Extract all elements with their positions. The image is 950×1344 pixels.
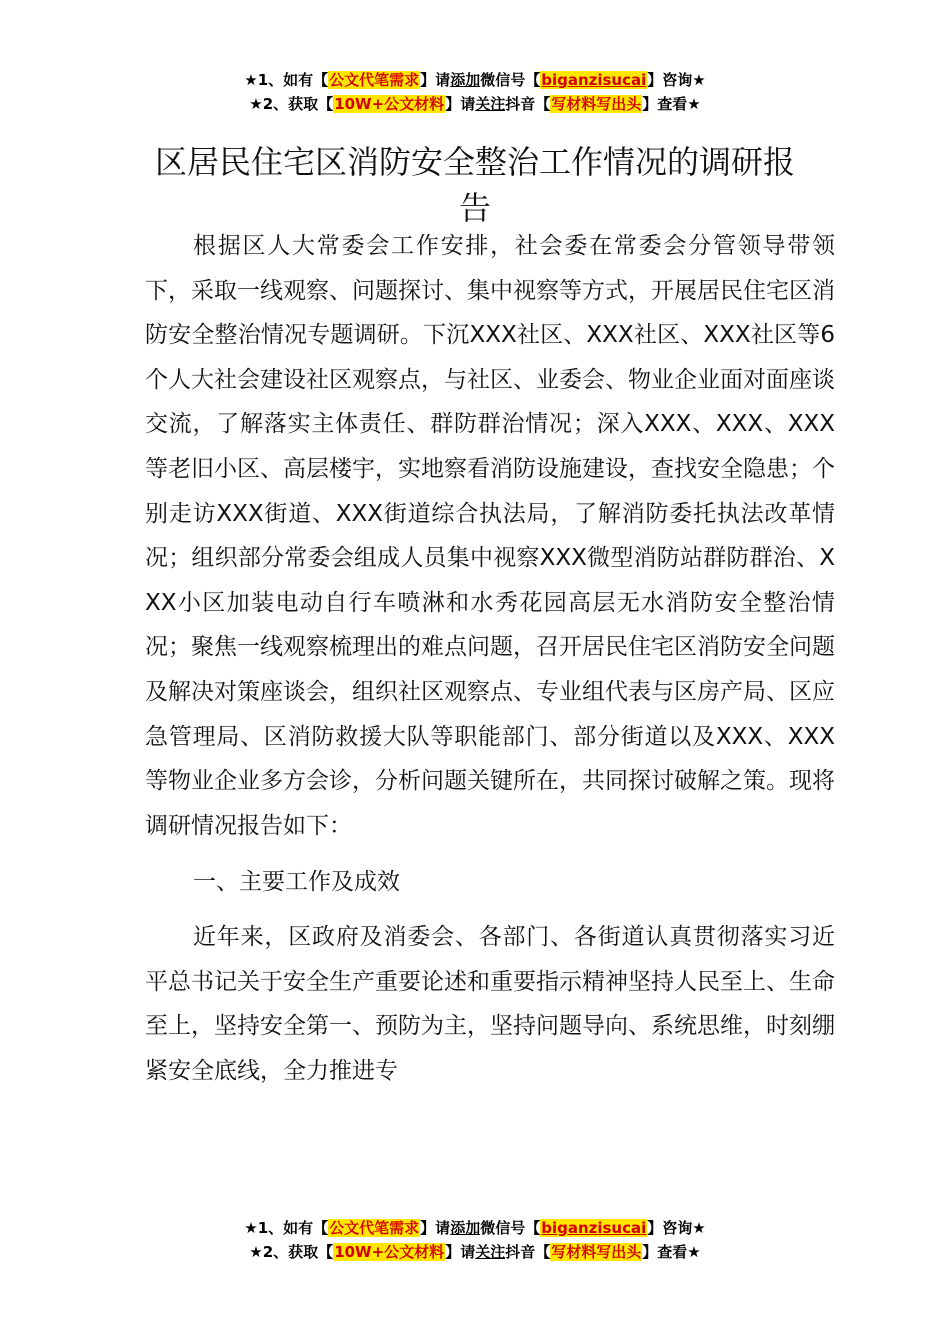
- promo-text: ★1、如有【: [244, 1219, 329, 1237]
- intro-paragraph: 根据区人大常委会工作安排，社会委在常委会分管领导带领下，采取一线观察、问题探讨、集中视察等方式，开展居民住宅区消防安全整治情况专题调研。下沉XXX社区、XXX社区、XXX社区等6个人大社会建设社区观察点，与社区、业委会、物业企业面对面座谈交流，了解落实主体责任、群防群治情况；深入XXX、XXX、XXX等老旧小区、高层楼宇，实地察看消防设施建设，查找安全隐患；个别走访XXX街道、XXX街道综合执法局，了解消防委托执法改革情况；组织部分常委会组成人员集中视察XXX微型消防站群防群治、XXX小区加装电动自行车喷淋和水秀花园高层无水消防安全整治情况；聚焦一线观察梳理出的难点问题，召开居民住宅区消防安全问题及解决对策座谈会，组织社区观察点、专业组代表与区房产局、区应急管理局、区消防救援大队等职能部门、部分街道以及XXX、XXX等物业企业多方会诊，分析问题关键所在，共同探讨破解之策。现将调研情况报告如下：: [145, 233, 835, 839]
- promo-text: 】请: [420, 71, 451, 89]
- promo-text: 抖音【: [505, 1243, 551, 1261]
- promo-line-2: [0, 92, 950, 116]
- douyin-account-highlight: 写材料写出头: [551, 1243, 642, 1261]
- wechat-id-highlight[interactable]: biganzisucai: [541, 1219, 647, 1237]
- promo-emphasis: 关注: [475, 95, 506, 113]
- promo-highlight: 公文代笔需求: [329, 1219, 420, 1237]
- promo-text: 】请: [420, 1219, 451, 1237]
- promo-text: 】请: [445, 95, 476, 113]
- promo-text: 微信号【: [480, 71, 541, 89]
- douyin-account-highlight: 写材料写出头: [551, 95, 642, 113]
- section-heading: 一、主要工作及成效: [193, 869, 400, 896]
- document-title: 区居民住宅区消防安全整治工作情况的调研报告: [154, 143, 795, 228]
- promo-highlight: 10W+公文材料: [334, 1243, 445, 1261]
- promo-emphasis: 添加: [450, 1219, 481, 1237]
- promo-line-2: [0, 1240, 950, 1264]
- promo-text: 】查看★: [642, 1243, 701, 1261]
- promo-highlight: 公文代笔需求: [329, 71, 420, 89]
- document-body: [145, 224, 835, 1093]
- promo-text: 】咨询★: [647, 71, 706, 89]
- promo-highlight: 10W+公文材料: [334, 95, 445, 113]
- promo-banner-top: [0, 68, 950, 116]
- section-paragraph: 近年来，区政府及消委会、各部门、各街道认真贯彻落实习近平总书记关于安全生产重要论述和重要指示精神坚持人民至上、生命至上，坚持安全第一、预防为主，坚持问题导向、系统思维，时刻绷紧安全底线，全力推进专: [145, 923, 835, 1084]
- promo-text: ★2、获取【: [249, 95, 334, 113]
- promo-emphasis: 添加: [450, 71, 481, 89]
- promo-line-1: [0, 1216, 950, 1240]
- promo-text: 】请: [445, 1243, 476, 1261]
- promo-emphasis: 关注: [475, 1243, 506, 1261]
- promo-text: ★2、获取【: [249, 1243, 334, 1261]
- promo-text: 】咨询★: [647, 1219, 706, 1237]
- promo-text: 】查看★: [642, 95, 701, 113]
- promo-text: 微信号【: [480, 1219, 541, 1237]
- promo-banner-bottom: [0, 1216, 950, 1264]
- promo-text: 抖音【: [505, 95, 551, 113]
- wechat-id-highlight[interactable]: biganzisucai: [541, 71, 647, 89]
- promo-text: ★1、如有【: [244, 71, 329, 89]
- promo-line-1: [0, 68, 950, 92]
